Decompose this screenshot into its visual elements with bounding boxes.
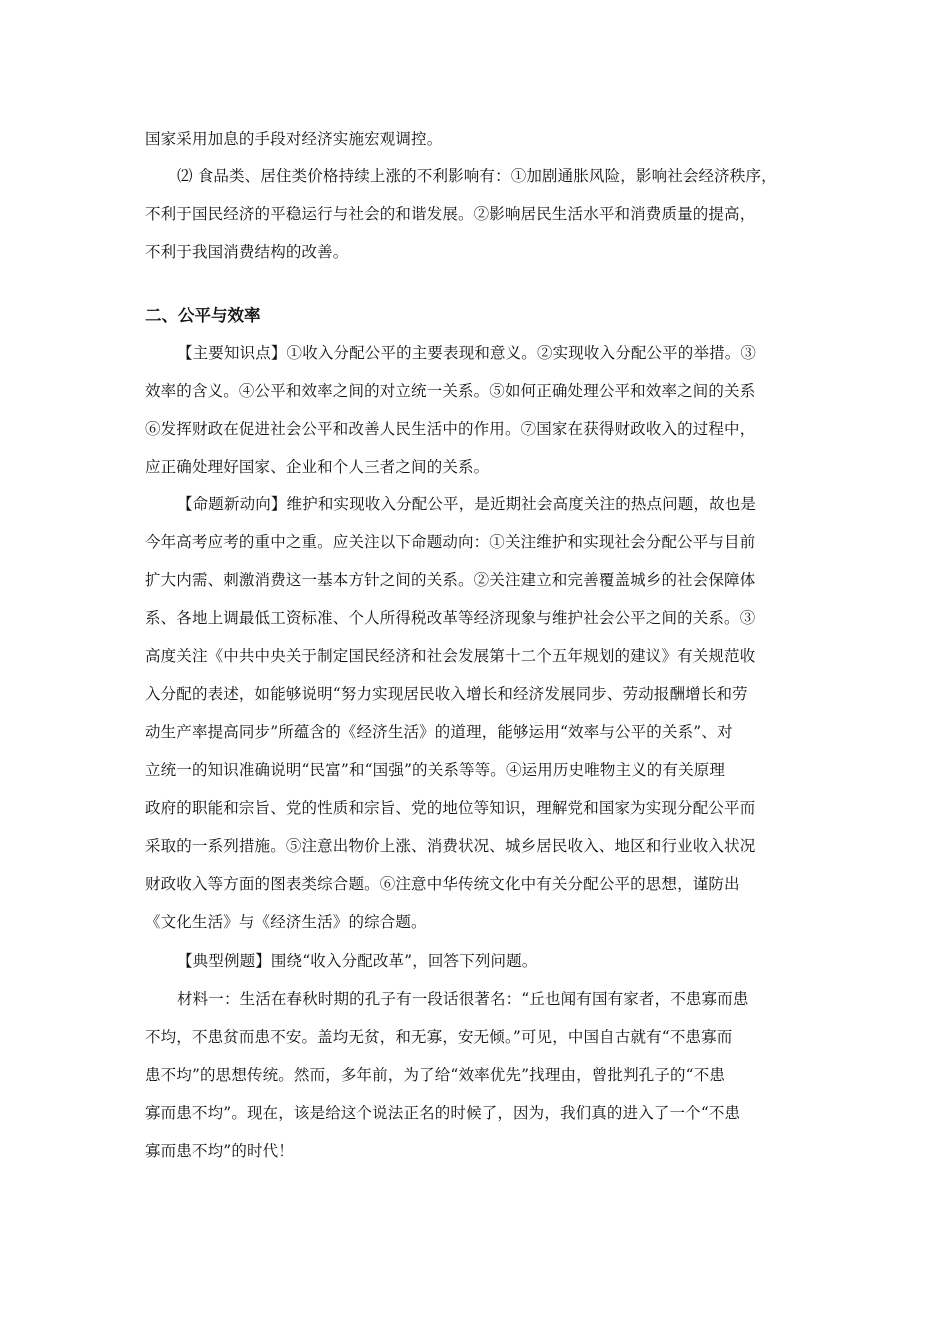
trend-line: 立统一的知识准确说明“民富”和“国强”的关系等等。④运用历史唯物主义的有关原理 — [145, 761, 726, 779]
paragraph-line: ⑵ 食品类、居住类价格持续上涨的不利影响有：①加剧通胀风险，影响社会经济秩序， — [177, 167, 777, 185]
paragraph-line: 国家采用加息的手段对经济实施宏观调控。 — [145, 130, 443, 148]
material-line: 寡而患不均”。现在，该是给这个说法正名的时候了，因为，我们真的进入了一个“不患 — [145, 1104, 741, 1122]
paragraph-line: 不利于国民经济的平稳运行与社会的和谐发展。②影响居民生活水平和消费质量的提高， — [145, 205, 756, 223]
trend-line: 今年高考应考的重中之重。应关注以下命题动向：①关注维护和实现社会分配公平与目前 — [145, 533, 756, 551]
knowledge-point-line: ⑥发挥财政在促进社会公平和改善人民生活中的作用。⑦国家在获得财政收入的过程中， — [145, 420, 756, 438]
trend-line: 财政收入等方面的图表类综合题。⑥注意中华传统文化中有关分配公平的思想，谨防出 — [145, 875, 740, 893]
trend-line: 高度关注《中共中央关于制定国民经济和社会发展第十二个五年规划的建议》有关规范收 — [145, 647, 756, 665]
material-line: 患不均”的思想传统。然而，多年前，为了给“效率优先”找理由，曾批判孔子的“不患 — [145, 1066, 726, 1084]
knowledge-point-line: 【主要知识点】①收入分配公平的主要表现和意义。②实现收入分配公平的举措。③ — [177, 344, 757, 362]
trend-line: 入分配的表述，如能够说明“努力实现居民收入增长和经济发展同步、劳动报酬增长和劳 — [145, 685, 748, 703]
trend-line: 扩大内需、刺激消费这一基本方针之间的关系。②关注建立和完善覆盖城乡的社会保障体 — [145, 571, 756, 589]
section-heading: 二、公平与效率 — [145, 306, 261, 325]
knowledge-point-line: 应正确处理好国家、企业和个人三者之间的关系。 — [145, 458, 490, 476]
material-line: 寡而患不均”的时代！ — [145, 1142, 294, 1160]
trend-line: 系、各地上调最低工资标准、个人所得税改革等经济现象与维护社会公平之间的关系。③ — [145, 609, 756, 627]
trend-line: 动生产率提高同步”所蕴含的《经济生活》的道理，能够运用“效率与公平的关系”、对 — [145, 723, 733, 741]
example-intro: 【典型例题】围绕“收入分配改革”，回答下列问题。 — [177, 952, 538, 970]
knowledge-point-line: 效率的含义。④公平和效率之间的对立统一关系。⑤如何正确处理公平和效率之间的关系 — [145, 382, 756, 400]
trend-line: 采取的一系列措施。⑤注意出物价上涨、消费状况、城乡居民收入、地区和行业收入状况 — [145, 837, 756, 855]
material-line: 不均，不患贫而患不安。盖均无贫，和无寡，安无倾。”可见，中国自古就有“不患寡而 — [145, 1028, 733, 1046]
trend-line: 【命题新动向】维护和实现收入分配公平，是近期社会高度关注的热点问题，故也是 — [177, 495, 757, 513]
paragraph-line: 不利于我国消费结构的改善。 — [145, 243, 349, 261]
material-line: 材料一：生活在春秋时期的孔子有一段话很著名：“丘也闻有国有家者，不患寡而患 — [177, 990, 749, 1008]
trend-line: 《文化生活》与《经济生活》的综合题。 — [145, 913, 427, 931]
trend-line: 政府的职能和宗旨、党的性质和宗旨、党的地位等知识，理解党和国家为实现分配公平而 — [145, 799, 756, 817]
